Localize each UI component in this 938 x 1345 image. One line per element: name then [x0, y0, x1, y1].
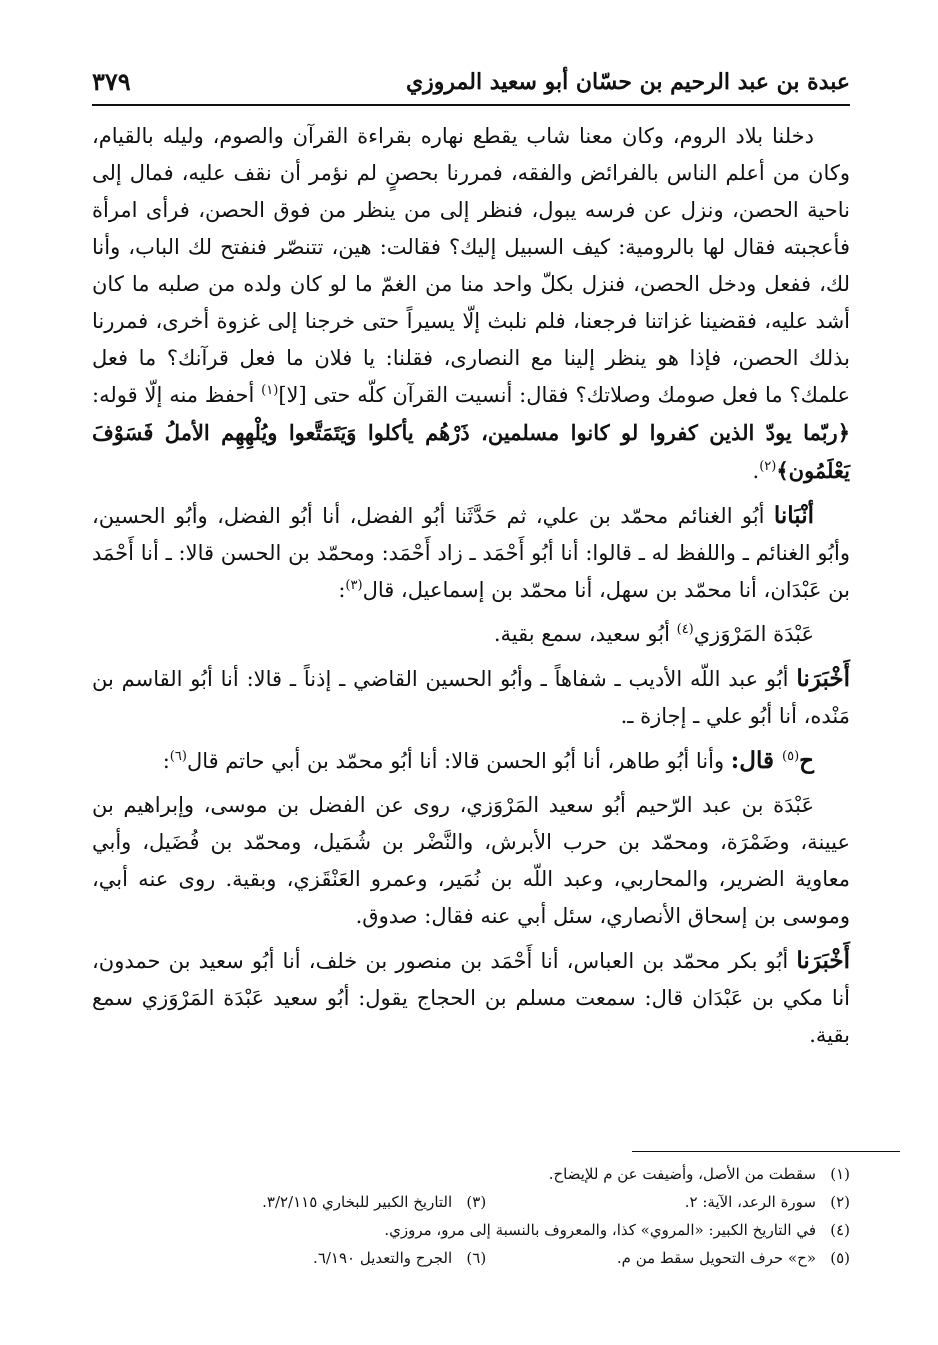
narration-end: . — [752, 459, 760, 483]
footnote-6 — [122, 1244, 486, 1272]
paragraph-bukhari-entry — [92, 616, 850, 653]
isnad-lead-word: أنْبَانا — [773, 502, 814, 529]
paragraph-narration — [92, 118, 850, 490]
header-rule — [92, 104, 850, 106]
paragraph-isnad-3 — [92, 942, 850, 1054]
footnote-5 — [486, 1244, 850, 1272]
isnad-end: : — [338, 578, 346, 602]
footnote-3 — [122, 1188, 486, 1216]
tahwil-end: : — [162, 749, 170, 773]
isnad-text: أبُو عبد اللّه الأديب ـ شفاهاً ـ وأبُو الحسين القاضي ـ إذناً ـ قالا: أنا أبُو القاسم بن مَنْده، أنا أبُو علي ـ إجازة ـ. — [92, 667, 850, 728]
footnote-ref-3: (٣) — [345, 578, 363, 593]
tahwil-letter: ح — [799, 747, 814, 774]
footnote-row — [92, 1188, 850, 1216]
paragraph-isnad-2 — [92, 660, 850, 735]
footnote-1 — [92, 1160, 850, 1188]
footnotes — [92, 1160, 850, 1272]
narration-text: دخلنا بلاد الروم، وكان معنا شاب يقطع نهاره بقراءة القرآن والصوم، وليله بالقيام، وكان من أعلم الناس بالفرائض والفقه، فمررنا بحصنٍ لم نؤمر أن نقف عليه، فمال إلى ناحية الحصن، ونزل عن فرسه يبول، فنظر إلى من ينظر من فوق الحصن، فرأى امرأة فأعجبته فقال لها بالرومية: كيف السبيل إليك؟ فقالت: هين، تتنصّر فنفتح لك الباب، وأنا لك، ففعل ودخل الحصن، فنزل بكلّ واحد منا من الغمّ ما لو كان ولده من صلبه ما كان أشد عليه، فقضينا غزاتنا فرجعنا، فلم نلبث إلّا يسيراً حتى خرجنا إلى غزوة أخرى، فمررنا بذلك الحصن، فإذا هو ينظر إلينا مع النصارى، فقلنا: يا فلان ما فعل قرآنك؟ ما فعل علمك؟ ما فعل صومك وصلاتك؟ فقال: أنسيت القرآن كلّه حتى [لا] — [92, 124, 850, 407]
running-header — [92, 58, 850, 102]
qal-word: قال: — [730, 747, 782, 774]
running-title: عبدة بن عبد الرحيم بن حسّان أبو سعيد المروزي — [405, 69, 850, 95]
quran-verse: ﴿ربّما يودّ الذين كفروا لو كانوا مسلمين، ذَرْهُم يأكلوا وَيَتَمَتَّعوا ويُلْهِهِم الأملُ فَسَوْفَ يَعْلَمُون﴾ — [92, 420, 850, 483]
footnote-number: (٥) — [830, 1249, 850, 1267]
tahwil-text: وأنا أبُو طاهر، أنا أبُو الحسن قالا: أنا أبُو محمّد بن أبي حاتم قال — [186, 749, 731, 773]
footnote-ref-5: (٥) — [782, 749, 800, 764]
footnote-ref-4: (٤) — [676, 622, 694, 637]
footnote-number: (١) — [830, 1165, 850, 1183]
page-number: ٣٧٩ — [92, 67, 131, 96]
footnote-4 — [92, 1216, 850, 1244]
footnote-text: الجرح والتعديل ٦/١٩٠. — [313, 1249, 453, 1267]
narration-text-cont: أحفظ منه إلّا قوله: — [92, 383, 262, 407]
footnote-row — [92, 1244, 850, 1272]
footnote-text: التاريخ الكبير للبخاري ٣/٢/١١٥. — [262, 1193, 453, 1211]
footnote-number: (٢) — [830, 1193, 850, 1211]
main-text — [92, 118, 850, 1061]
footnote-row — [92, 1216, 850, 1244]
footnote-text: في التاريخ الكبير: «المروي» كذا، والمعروف بالنسبة إلى مرو، مروزي. — [384, 1221, 816, 1239]
isnad-text: أبُو الغنائم محمّد بن علي، ثم حَدَّثَنا أبُو الفضل، أنا أبُو الفضل، وأبُو الحسين، وأبُو الغنائم ـ واللفظ له ـ قالوا: أنا أبُو أَحْمَد ـ زاد أَحْمَد: ومحمّد بن الحسن قالا: ـ أنا أَحْمَد بن عَبْدَان، أنا محمّد بن سهل، أنا محمّد بن إسماعيل، قال — [92, 504, 850, 602]
footnote-text: «ح» حرف التحويل سقط من م. — [616, 1249, 816, 1267]
footnote-row — [92, 1160, 850, 1188]
footnote-ref-2: (٢) — [759, 459, 777, 474]
footnote-number: (٤) — [830, 1221, 850, 1239]
isnad-lead-word: أَخْبَرَنا — [796, 947, 850, 974]
footnote-ref-1: (١) — [261, 383, 279, 398]
paragraph-isnad-1 — [92, 497, 850, 609]
isnad-text: أبُو بكر محمّد بن العباس، أنا أَحْمَد بن منصور بن خلف، أنا أبُو سعيد بن حمدون، أنا مكي بن عَبْدَان قال: سمعت مسلم بن الحجاج يقول: أبُو سعيد عَبْدَة المَرْوَزي سمع بقية. — [92, 949, 850, 1047]
footnote-number: (٣) — [466, 1193, 487, 1211]
paragraph-tahwil — [92, 742, 850, 780]
footnote-text: سورة الرعد، الآية: ٢. — [684, 1193, 816, 1211]
footnote-rule — [632, 1151, 900, 1152]
entry-text: أبُو سعيد، سمع بقية. — [493, 622, 677, 646]
paragraph-abi-hatim-entry — [92, 787, 850, 935]
footnote-number: (٦) — [466, 1249, 487, 1267]
footnote-2 — [486, 1188, 850, 1216]
footnote-ref-6: (٦) — [169, 749, 187, 764]
isnad-lead-word: أَخْبَرَنا — [796, 665, 850, 692]
entry-text: عَبْدَة بن عبد الرّحيم أبُو سعيد المَرْوَزي، روى عن الفضل بن موسى، وإبراهيم بن عيينة، وضَمْرَة، ومحمّد بن حرب الأبرش، والنَّضْر بن شُمَيل، ومحمّد بن فُضَيل، وأبي معاوية الضرير، والمحاربي، وعبد اللّه بن نُمَير، وعمرو العَنْقَزي، وبقية. روى عنه أبي، وموسى بن إسحاق الأنصاري، سئل أبي عنه فقال: صدوق. — [92, 793, 850, 928]
footnote-text: سقطت من الأصل، وأضيفت عن م للإيضاح. — [548, 1165, 816, 1183]
entry-name: عَبْدَة المَرْوَزي — [693, 622, 814, 646]
